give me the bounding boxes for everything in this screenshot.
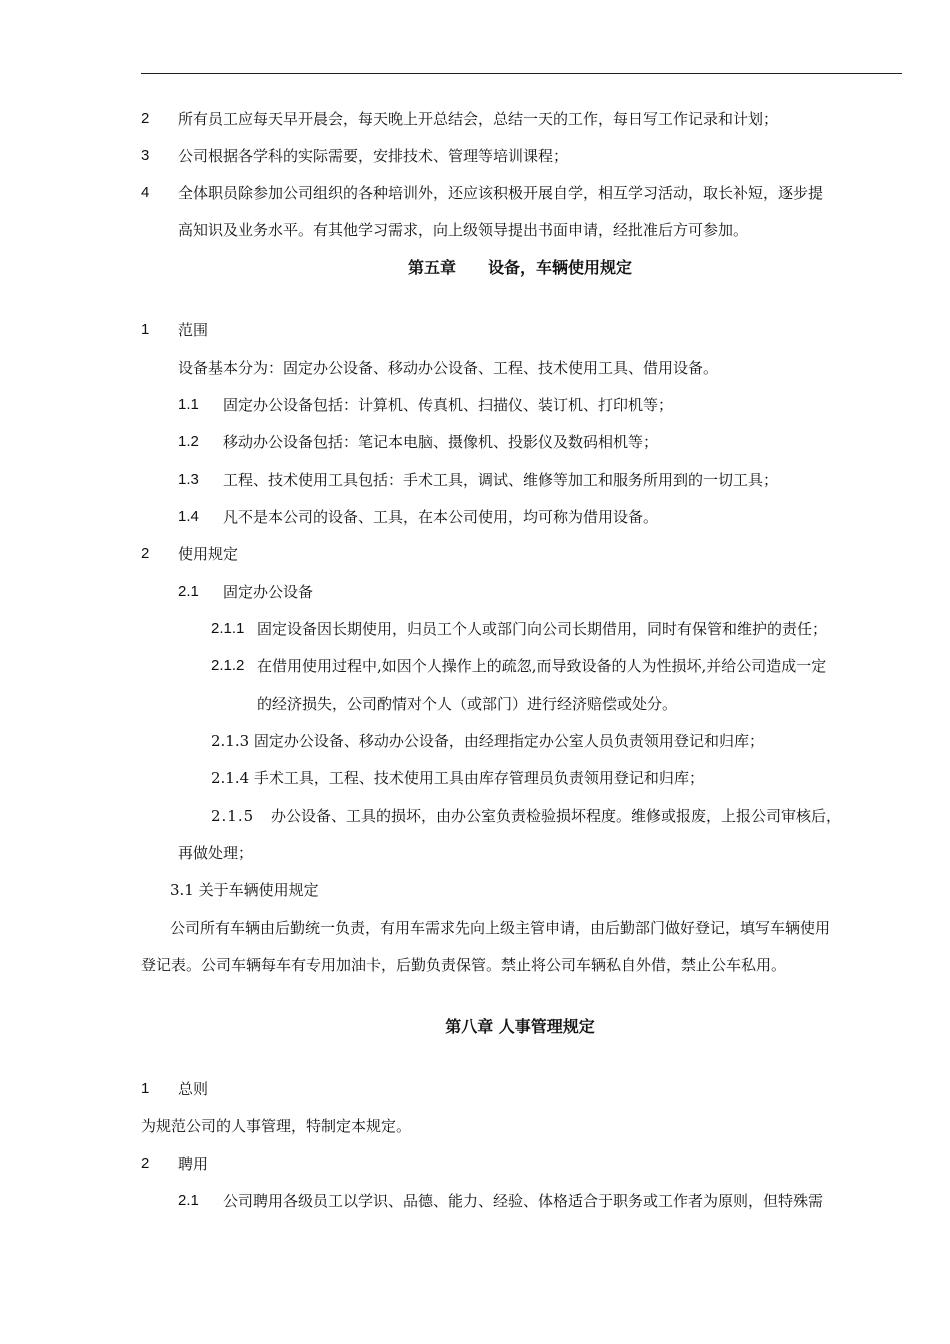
- paragraph: 设备基本分为：固定办公设备、移动办公设备、工程、技术使用工具、借用设备。: [178, 359, 719, 377]
- subsection-number: 1.4: [178, 508, 199, 525]
- paragraph-continued: 登记表。公司车辆每车有专用加油卡，后勤负责保管。禁止将公司车辆私自外借，禁止公车私用。: [141, 956, 787, 974]
- item-text: 全体职员除参加公司组织的各种培训外，还应该积极开展自学，相互学习活动，取长补短，逐步提: [178, 184, 824, 202]
- section-number: 2: [141, 1155, 150, 1172]
- subsection-text: 移动办公设备包括：笔记本电脑、摄像机、投影仪及数码相机等；: [223, 433, 659, 451]
- clause-text: 固定设备因长期使用，归员工个人或部门向公司长期借用，同时有保管和维护的责任；: [257, 620, 828, 638]
- subsection-number: 1.1: [178, 396, 199, 413]
- paragraph: 公司所有车辆由后勤统一负责，有用车需求先向上级主管申请，由后勤部门做好登记，填写车辆使用: [170, 919, 831, 937]
- subsection-number: 1.3: [178, 471, 199, 488]
- clause-text: 2.1.3 固定办公设备、移动办公设备，由经理指定办公室人员负责领用登记和归库；: [211, 732, 764, 750]
- clause-text: 2.1.4 手术工具，工程、技术使用工具由库存管理员负责领用登记和归库；: [211, 769, 704, 787]
- section-number: 2: [141, 545, 150, 562]
- item-text: 所有员工应每天早开晨会，每天晚上开总结会，总结一天的工作，每日写工作记录和计划；: [178, 110, 779, 128]
- section-number: 1: [141, 321, 150, 338]
- subsection-number: 2.1: [178, 1192, 199, 1209]
- section-heading: 范围: [178, 321, 209, 339]
- item-number: 3: [141, 147, 150, 164]
- section-heading: 聘用: [178, 1155, 209, 1173]
- subsection-text: 固定办公设备包括：计算机、传真机、扫描仪、装订机、打印机等；: [223, 396, 674, 414]
- clause-text-continued: 的经济损失，公司酌情对个人（或部门）进行经济赔偿或处分。: [257, 695, 678, 713]
- subsection-text: 工程、技术使用工具包括：手术工具，调试、维修等加工和服务所用到的一切工具；: [223, 471, 779, 489]
- clause-number: 2.1.2: [211, 657, 245, 674]
- chapter-title: 第八章 人事管理规定: [445, 1017, 595, 1036]
- clause-number: 2.1.5: [211, 807, 255, 825]
- clause-text-continued: 再做处理；: [178, 844, 254, 862]
- subsection-text: 固定办公设备: [223, 583, 314, 601]
- subsection-number: 2.1: [178, 583, 199, 600]
- subsection-heading: 3.1 关于车辆使用规定: [170, 881, 319, 899]
- subsection-number: 1.2: [178, 433, 199, 450]
- item-number: 4: [141, 184, 150, 201]
- subsection-text: 公司聘用各级员工以学识、品德、能力、经验、体格适合于职务或工作者为原则，但特殊需: [223, 1192, 824, 1210]
- section-number: 1: [141, 1080, 150, 1097]
- clause-number: 2.1.1: [211, 620, 245, 637]
- clause-text: 办公设备、工具的损坏，由办公室负责检验损坏程度。维修或报废，上报公司审核后，: [271, 807, 842, 825]
- chapter-title: 第五章 设备，车辆使用规定: [407, 258, 632, 277]
- item-number: 2: [141, 110, 150, 127]
- clause-text: 在借用使用过程中,如因个人操作上的疏忽,而导致设备的人为性损坏,并给公司造成一定: [257, 657, 827, 675]
- section-heading: 使用规定: [178, 545, 239, 563]
- item-text-continued: 高知识及业务水平。有其他学习需求，向上级领导提出书面申请，经批准后方可参加。: [178, 221, 749, 239]
- section-heading: 总则: [178, 1080, 209, 1098]
- paragraph: 为规范公司的人事管理，特制定本规定。: [141, 1117, 412, 1135]
- item-text: 公司根据各学科的实际需要，安排技术、管理等培训课程；: [178, 147, 569, 165]
- subsection-text: 凡不是本公司的设备、工具，在本公司使用，均可称为借用设备。: [223, 508, 659, 526]
- header-rule: [141, 73, 902, 74]
